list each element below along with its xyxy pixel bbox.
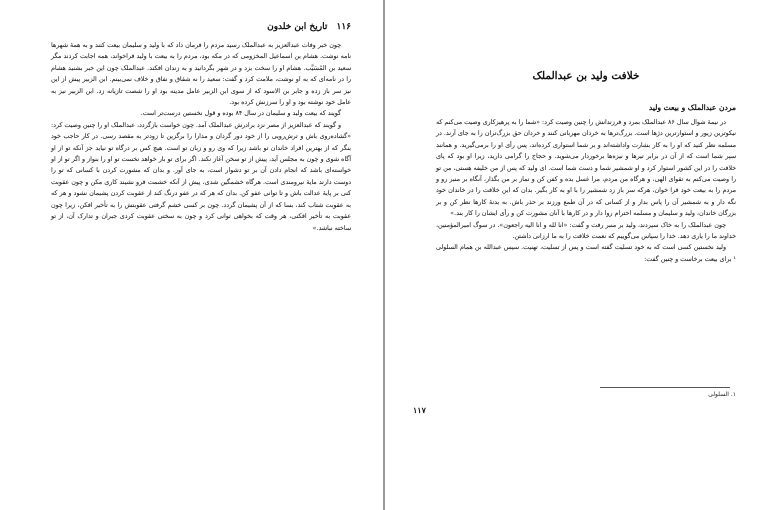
- section-title: مردن عبدالملک و بیعت ولید: [648, 103, 736, 112]
- paragraph: ولید نخستین کسی است که به خود تسلیت گفته است و پس از تسلیت، تهنیت. سپس عبدالله بن همام السلولی ¹ برای بیعت برخاست و چنین گفت:: [436, 244, 736, 263]
- chapter-title: خلافت ولید بن عبدالملک: [532, 70, 640, 82]
- footnote-rule: [600, 387, 730, 388]
- paragraph: چون خبر وفات عبدالعزیز به عبدالملک رسید مردم را فرمان داد که با ولید و سلیمان بیعت کنند و به همهٔ شهرها نامه نوشت. هشام بن اسماعیل المخزومی که در مکه بود، مردم را به بیعت با ولید فراخواند، همه اجابت کردند مگر سعید بن المُسَیَّب. هشام او را سخت بزد و در شهر بگردانید و به زندان افکند. عبدالملک چون این خبر بشنید هشام را در نامه‌ای که به او نوشت، ملامت کرد و گفت: سعید را نه شقاق و نفاق و خلاف نمی‌بینم. ابن الزبیر پیش از این نیز سر باز زده و جابر بن الاسود که از سوی ابن الزبیر عامل مدینه بود او را شصت تازیانه زد. ابن الزبیر نیز به عامل خود نوشته بود و او را سرزنش کرده بود.: [51, 42, 351, 107]
- page-number: ۱۱۷: [413, 405, 426, 415]
- left-page: [0, 0, 383, 510]
- left-page-body: [51, 40, 351, 234]
- right-page: [385, 0, 768, 510]
- running-header: [32, 22, 351, 32]
- header-title: تاریخ ابن خلدون: [267, 22, 328, 32]
- right-page-body: [436, 117, 736, 265]
- paragraph: چون عبدالملک را به خاک سپردند، ولید بر منبر رفت و گفت: «انا لله و انا الیه راجعون». در سوگ امیرالمؤمنین، خداوند ما را یاری دهد. خدا را سپاس می‌گوییم که نعمت خلافت را به ما ارزانی داشتن.: [436, 221, 736, 241]
- footnote: ۱. السلولی: [708, 391, 736, 398]
- paragraph: گویند که بیعت ولید و سلیمان در سال ۸۴ بوده و قول نخستین درست‌تر است.: [140, 110, 341, 118]
- header-page-number: ۱۱۶: [336, 22, 351, 32]
- paragraph: در نیمهٔ شوال سال ۸۶ عبدالملک بمرد و فرزندانش را چنین وصیت کرد: «شما را به پرهیزکاری وصیت می‌کنم که نیکوترین زیور و استوارترین دژها است. بزرگ‌ترها به خردان مهربانی کنند و خردان حق بزرگ‌تران را به جای آرند. در مسلمه نظر کنید که او را به کار بشارت واداشته‌اند و بر شما استواری کرده‌اند، پس رأی او را برمی‌گیرید. و همانند سپر شما است که از آن در برابر تیرها و نیزه‌ها برخوردار می‌شوید. و حجاج را گرامی دارید، زیرا او بود که پای خلافت را در این کشور استوار کرد و او شمشیر شما و دست شما است. ای ولید که پس از من خلیفه هستی، من تو را وصیت می‌کنم به تقوای الهی، و هرگاه من مردم، مرا غسل بده و کفن کن و نماز بر من بگذار، آنگاه بر منبر رو و مردم را به بیعت خود فرا خوان، هرکه سر باز زد شمشیر را با او به کار بگیر. بدان که این خلافت را در خاندان خود نگه دار و به شمشیر آن را پاس بدار و از کسانی که در آن طمع ورزند بر حذر باش. به بدنهٔ کارها نظر کن و بر بزرگان خاندان، ولید و سلیمان و مسلمه احترام روا دار و در کارها با آنان مشورت کن و رأی ایشان را کار بند.»: [436, 119, 736, 218]
- paragraph: و گویند که عبدالعزیز از مصر نزد برادرش عبدالملک آمد. چون خواست بازگردد، عبدالملک او را چنین وصیت کرد: «گشاده‌روی باش و ترش‌رویی را از خود دور گردان و مدارا را برگزین تا زودتر به مقصد رسی. در کار حاجب خود بنگر که از بهترین افراد خاندان تو باشد زیرا که وی رو و زبان تو است. هیچ کس بر درگاه تو نیاید جز آنکه تو از او آگاه شوی و چون به مجلس آید، پیش از تو سخن آغاز نکند. اگر برای تو بار خواهد نخست تو او را بنواز و اگر تو از او خواسته‌ای باشد که انجام دادن آن بر تو دشوار است، به جای آور. و بدان که مشورت کردن با کسانی که تو را دوست دارند مایهٔ نیرومندی است. هرگاه خشمگین شدی، پیش از آنکه خشمت فرو نشیند کاری مکن و چون عقوبت کنی بر پایهٔ عدالت باش و تا توانی عفو کن. بدان که هر که در عفو درنگ کند از عقوبت کردن پشیمان نشود و هر که به عقوبت شتاب کند، بسا که از آن پشیمان گردد. چون بر کسی خشم گرفتی عقوبتش را به تأخیر افکن، زیرا چون عقوبت به تأخیر افکنی، هر وقت که بخواهی توانی کرد و چون به سختی عقوبت کردی جبران و تدارک آن، از تو ساخته نباشد.»: [51, 121, 351, 232]
